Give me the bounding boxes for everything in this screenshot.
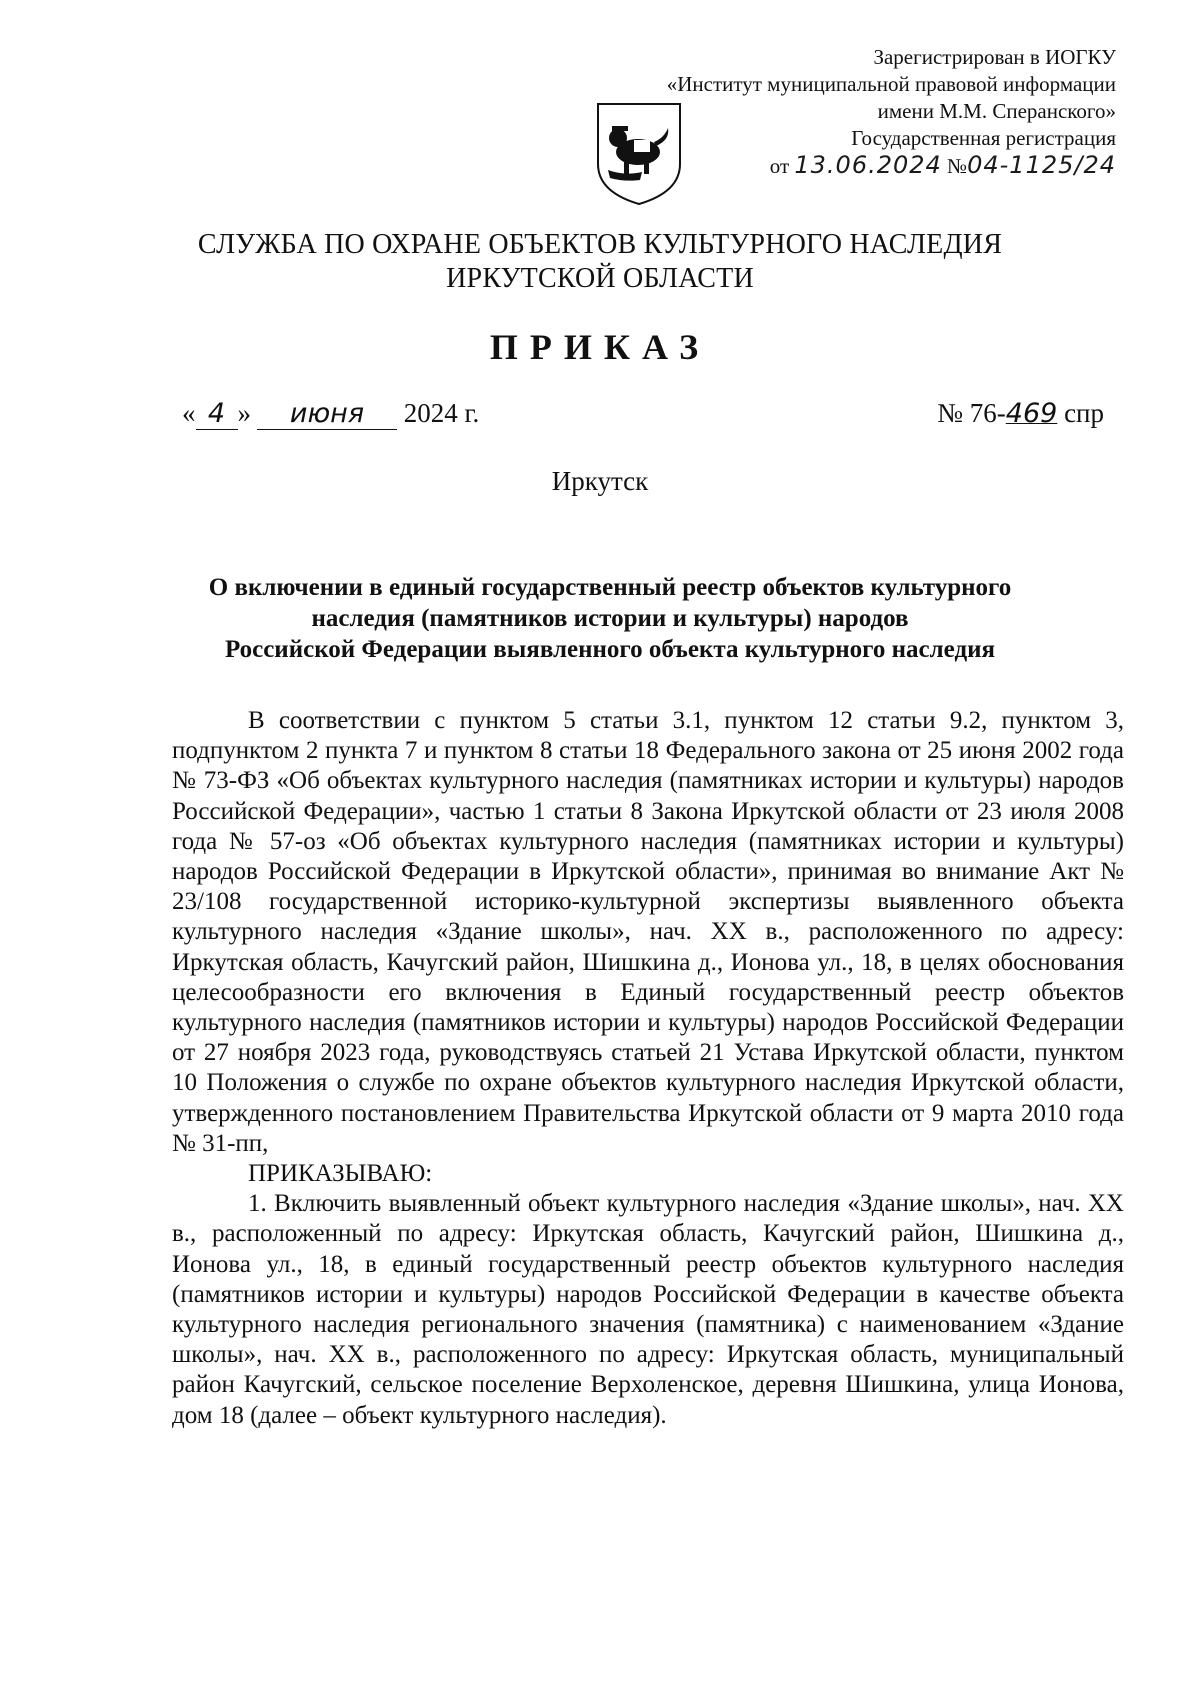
- order-item-1: 1. Включить выявленный объект культурного наследия «Здание школы», нач. XX в., расположенный по адресу: Иркутская область, Качугский район, Шишкина д., Ионова ул., 18, в единый государственный реестр объектов культурного наследия (памятников истории и культуры) народов Российской Федерации в качестве объекта культурного наследия регионального значения (памятника) с наименованием «Здание школы», нач. XX в., расположенного по адресу: Иркутская область, муниципальный район Качугский, сельское поселение Верхоленское, деревня Шишкина, улица Ионова, дом 18 (далее – объект культурного наследия).: [172, 1190, 1124, 1429]
- registration-line-1: Зарегистрирован в ИОГКУ: [873, 45, 1116, 69]
- order-body: [172, 706, 1124, 1431]
- registration-prefix: от: [769, 154, 790, 178]
- order-date: [182, 398, 479, 430]
- document-type-title: ПРИКАЗ: [489, 327, 711, 367]
- order-number-prefix: № 76-: [937, 398, 1006, 428]
- agency-name-line-1: СЛУЖБА ПО ОХРАНЕ ОБЪЕКТОВ КУЛЬТУРНОГО НАСЛЕДИЯ: [197, 229, 1003, 260]
- city-name: Иркутск: [551, 466, 649, 496]
- date-open-quote: «: [182, 398, 196, 428]
- order-number-suffix: спр: [1064, 398, 1104, 428]
- order-number: [937, 398, 1104, 429]
- registration-line-4: Государственная регистрация: [851, 126, 1116, 150]
- order-subject: [150, 572, 1070, 665]
- date-year: 2024 г.: [403, 398, 480, 428]
- irkutsk-coat-of-arms-icon: [594, 100, 684, 208]
- subject-line-1: О включении в единый государственный реестр объектов культурного: [208, 574, 1012, 601]
- registration-date-handwritten: 13.06.2024: [794, 151, 942, 179]
- preamble-paragraph: В соответствии с пунктом 5 статьи 3.1, пунктом 12 статьи 9.2, пунктом 3, подпунктом 2 пункта 7 и пунктом 8 статьи 18 Федерального закона от 25 июня 2002 года № 73-ФЗ «Об объектах культурного наследия (памятниках истории и культуры) народов Российской Федерации», частью 1 статьи 8 Закона Иркутской области от 23 июля 2008 года № 57-оз «Об объектах культурного наследия (памятниках истории и культуры) народов Российской Федерации в Иркутской области», принимая во внимание Акт № 23/108 государственной историко-культурной экспертизы выявленного объекта культурного наследия «Здание школы», нач. XX в., расположенного по адресу: Иркутская область, Качугский район, Шишкина д., Ионова ул., 18, в целях обоснования целесообразности его включения в Единый государственный реестр объектов культурного наследия (памятников истории и культуры) народов Российской Федерации от 27 ноября 2023 года, руководствуясь статьей 21 Устава Иркутской области, пунктом 10 Положения о службе по охране объектов культурного наследия Иркутской области, утвержденного постановлением Правительства Иркутской области от 9 марта 2010 года № 31-пп,: [172, 707, 1124, 1157]
- date-day-handwritten: 4: [196, 399, 238, 430]
- registration-number-handwritten: 04-1125/24: [967, 151, 1116, 179]
- registration-no-label: №: [947, 154, 968, 178]
- registration-line-2: «Институт муниципальной правовой информации: [666, 72, 1116, 96]
- agency-name: [0, 228, 1200, 296]
- date-month-handwritten: июня: [257, 399, 397, 430]
- subject-line-3: Российской Федерации выявленного объекта культурного наследия: [224, 636, 996, 663]
- registration-line-3: имени М.М. Сперанского»: [877, 99, 1116, 123]
- agency-name-line-2: ИРКУТСКОЙ ОБЛАСТИ: [446, 263, 754, 294]
- subject-line-2: наследия (памятников истории и культуры) народов: [311, 605, 909, 632]
- date-close-quote: »: [237, 398, 251, 428]
- order-directive-word: ПРИКАЗЫВАЮ:: [248, 1160, 433, 1188]
- order-number-handwritten: 469: [1005, 398, 1058, 429]
